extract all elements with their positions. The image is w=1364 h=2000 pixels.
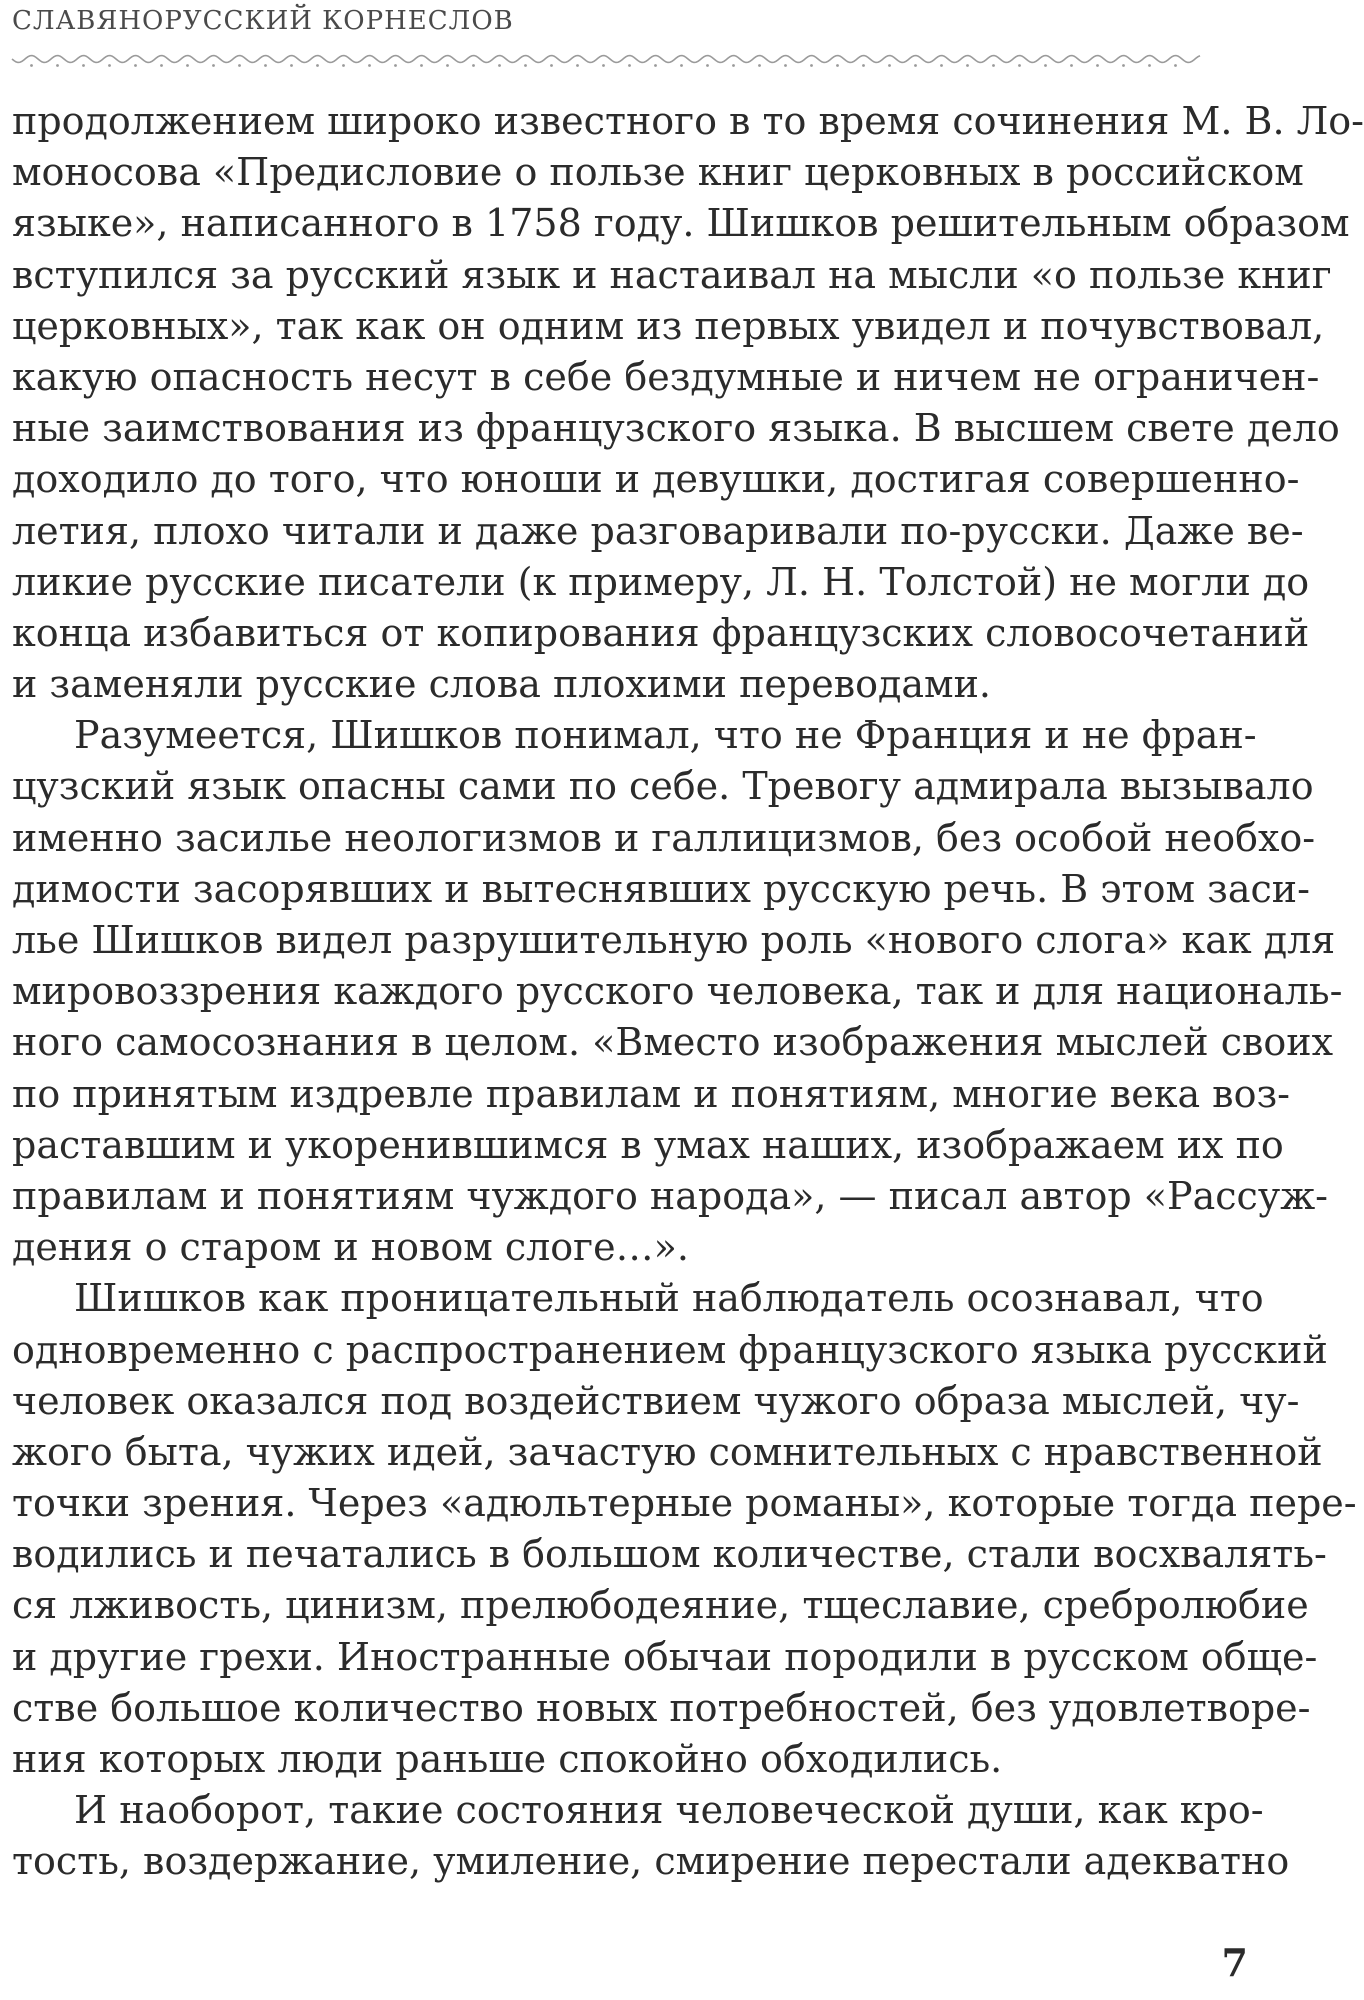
text-line: И наоборот, такие состояния человеческой души, как кро- (74, 1788, 1264, 1833)
text-line: моносова «Предисловие о пользе книг церковных в российском (12, 150, 1304, 195)
text-line: какую опасность несут в себе бездумные и ничем не ограничен- (12, 354, 1320, 399)
text-line: ликие русские писатели (к примеру, Л. Н. Толстой) не могли до (12, 559, 1310, 604)
text-line: стве большое количество новых потребностей, без удовлетворе- (12, 1685, 1311, 1730)
text-line: и другие грехи. Иностранные обычаи породили в русском обще- (12, 1634, 1318, 1679)
text-line: вступился за русский язык и настаивал на мысли «о пользе книг (12, 252, 1332, 297)
text-line: лье Шишков видел разрушительную роль «нового слога» как для (12, 918, 1336, 962)
text-line: мировоззрения каждого русского человека, так и для националь- (12, 969, 1343, 1014)
paragraph (12, 1273, 1357, 1785)
text-line: ся лживость, цинизм, прелюбодеяние, тщеславие, сребролюбие (12, 1583, 1309, 1628)
paragraph (12, 710, 1343, 1273)
text-line: ния которых люди раньше спокойно обходились. (12, 1737, 1003, 1781)
text-line: языке», написанного в 1758 году. Шишков решительным образом (12, 201, 1350, 246)
text-line: доходило до того, что юноши и девушки, достигая совершенно- (12, 457, 1300, 502)
text-line: Шишков как проницательный наблюдатель осознавал, что (74, 1276, 1264, 1321)
text-line: димости засорявших и вытеснявших русскую речь. В этом заси- (12, 866, 1310, 911)
decorative-header-rule (12, 48, 1200, 70)
text-line: ного самосознания в целом. «Вместо изображения мыслей своих (12, 1020, 1334, 1065)
text-line: водились и печатались в большом количестве, стали восхвалять- (12, 1532, 1327, 1577)
text-line: точки зрения. Через «адюльтерные романы», которые тогда пере- (12, 1481, 1357, 1526)
paragraph (12, 96, 1364, 710)
paragraph (12, 1785, 1290, 1887)
text-line: Разумеется, Шишков понимал, что не Франция и не фран- (74, 713, 1257, 758)
text-line: правилам и понятиям чуждого народа», — писал автор «Рассуж- (12, 1173, 1328, 1218)
running-head: СЛАВЯНОРУССКИЙ КОРНЕСЛОВ (12, 6, 514, 36)
text-line: и заменяли русские слова плохими переводами. (12, 662, 991, 707)
text-line: церковных», так как он одним из первых увидел и почувствовал, (12, 303, 1325, 348)
text-line: продолжением широко известного в то время сочинения М. В. Ло- (12, 99, 1364, 143)
text-line: раставшим и укоренившимся в умах наших, изображаем их по (12, 1122, 1284, 1167)
text-line: дения о старом и новом слоге…». (12, 1225, 689, 1270)
page-number: 7 (1221, 1940, 1248, 1985)
text-line: по принятым издревле правилам и понятиям, многие века воз- (12, 1071, 1291, 1116)
text-line: одновременно с распространением французского языка русский (12, 1327, 1328, 1372)
text-line: летия, плохо читали и даже разговаривали по-русски. Даже ве- (12, 508, 1304, 553)
text-line: конца избавиться от копирования французских словосочетаний (12, 610, 1310, 655)
text-line: именно засилье неологизмов и галлицизмов, без особой необхо- (12, 815, 1316, 860)
text-line: тость, воздержание, умиление, смирение перестали адекватно (12, 1839, 1290, 1884)
text-line: цузский язык опасны сами по себе. Тревогу адмирала вызывало (12, 764, 1314, 809)
body-text (12, 96, 1364, 1888)
text-line: ные заимствования из французского языка. В высшем свете дело (12, 406, 1340, 451)
text-line: жого быта, чужих идей, зачастую сомнительных с нравственной (12, 1429, 1323, 1474)
text-line: человек оказался под воздействием чужого образа мыслей, чу- (12, 1378, 1300, 1423)
